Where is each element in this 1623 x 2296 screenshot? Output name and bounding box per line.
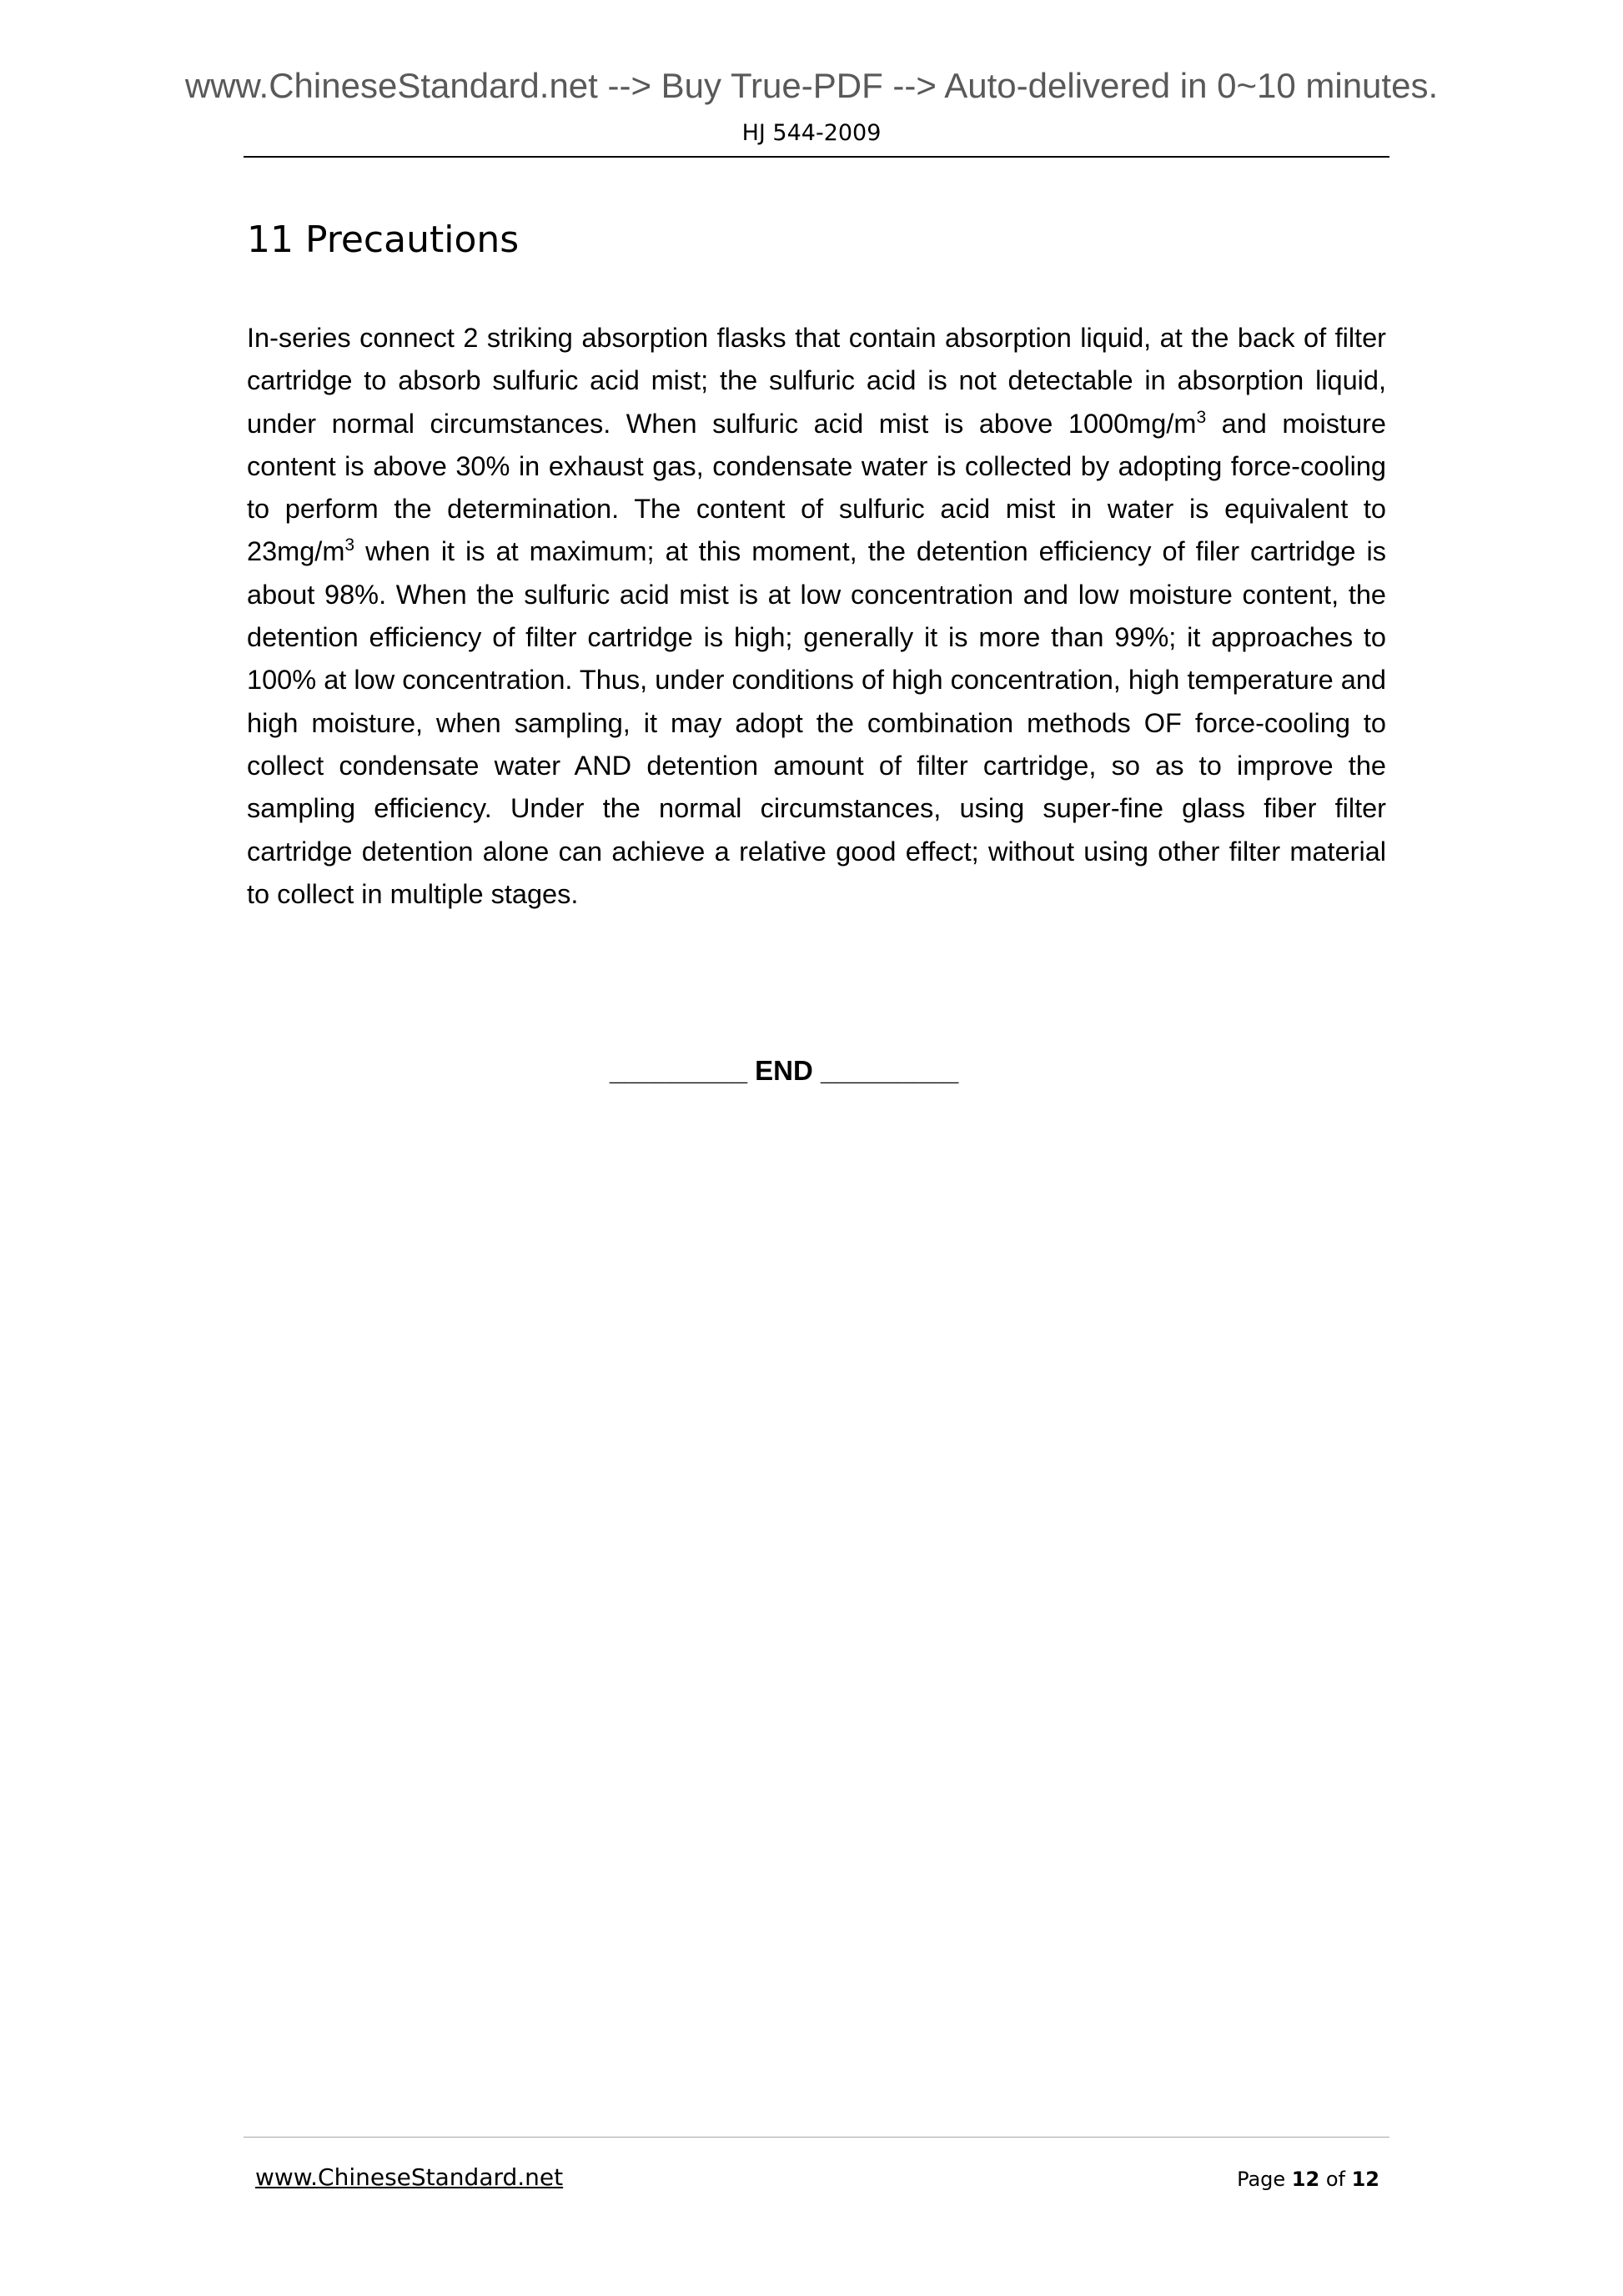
paragraph-part-3: when it is at maximum; at this moment, the detention efficiency of filer cartridge is about 98%. When the sulfuric acid mist is at low concentration and low moisture content, the detention efficiency of filter cartridge is high; generally it is more than 99%; it approaches to 100% at low concentration. Thus, under conditions of high concentration, high temperature and high moisture, when sampling, it may adopt the combination methods OF force-cooling to collect condensate water AND detention amount of filter cartridge, so as to improve the sampling efficiency. Under the normal circumstances, using super-fine glass fiber filter cartridge detention alone can achieve a relative good effect; without using other filter material to collect in multiple stages. [247, 536, 1386, 909]
footer-site-link[interactable]: www.ChineseStandard.net [255, 2163, 564, 2191]
end-marker: _________ END _________ [609, 1055, 959, 1086]
section-heading: 11 Precautions [247, 219, 520, 261]
superscript-2: 3 [344, 535, 355, 555]
top-banner: www.ChineseStandard.net --> Buy True-PDF --> Auto-delivered in 0~10 minutes. [184, 66, 1439, 105]
page-total: 12 [1351, 2168, 1379, 2191]
header-divider [244, 156, 1389, 158]
page-of: of [1319, 2168, 1352, 2191]
superscript-1: 3 [1196, 407, 1207, 427]
footer-divider [244, 2137, 1389, 2138]
page-prefix: Page [1237, 2168, 1292, 2191]
paragraph-part-1: In-series connect 2 striking absorption flasks that contain absorption liquid, at the back of filter cartridge to absorb sulfuric acid mist; the sulfuric acid is not detectable in absorption liquid, under normal circumstances. When sulfuric acid mist is above 1000mg/m [247, 323, 1386, 439]
page-current: 12 [1291, 2168, 1320, 2191]
page-number [1237, 2165, 1379, 2193]
document-code: HJ 544-2009 [741, 120, 882, 146]
paragraph-part-2: and moisture content is above 30% in exhaust gas, condensate water is collected by adopting force-cooling to perform the determination. The content of sulfuric acid mist in water is equivalent to 23mg/m [247, 408, 1387, 567]
precautions-paragraph [247, 317, 1386, 916]
